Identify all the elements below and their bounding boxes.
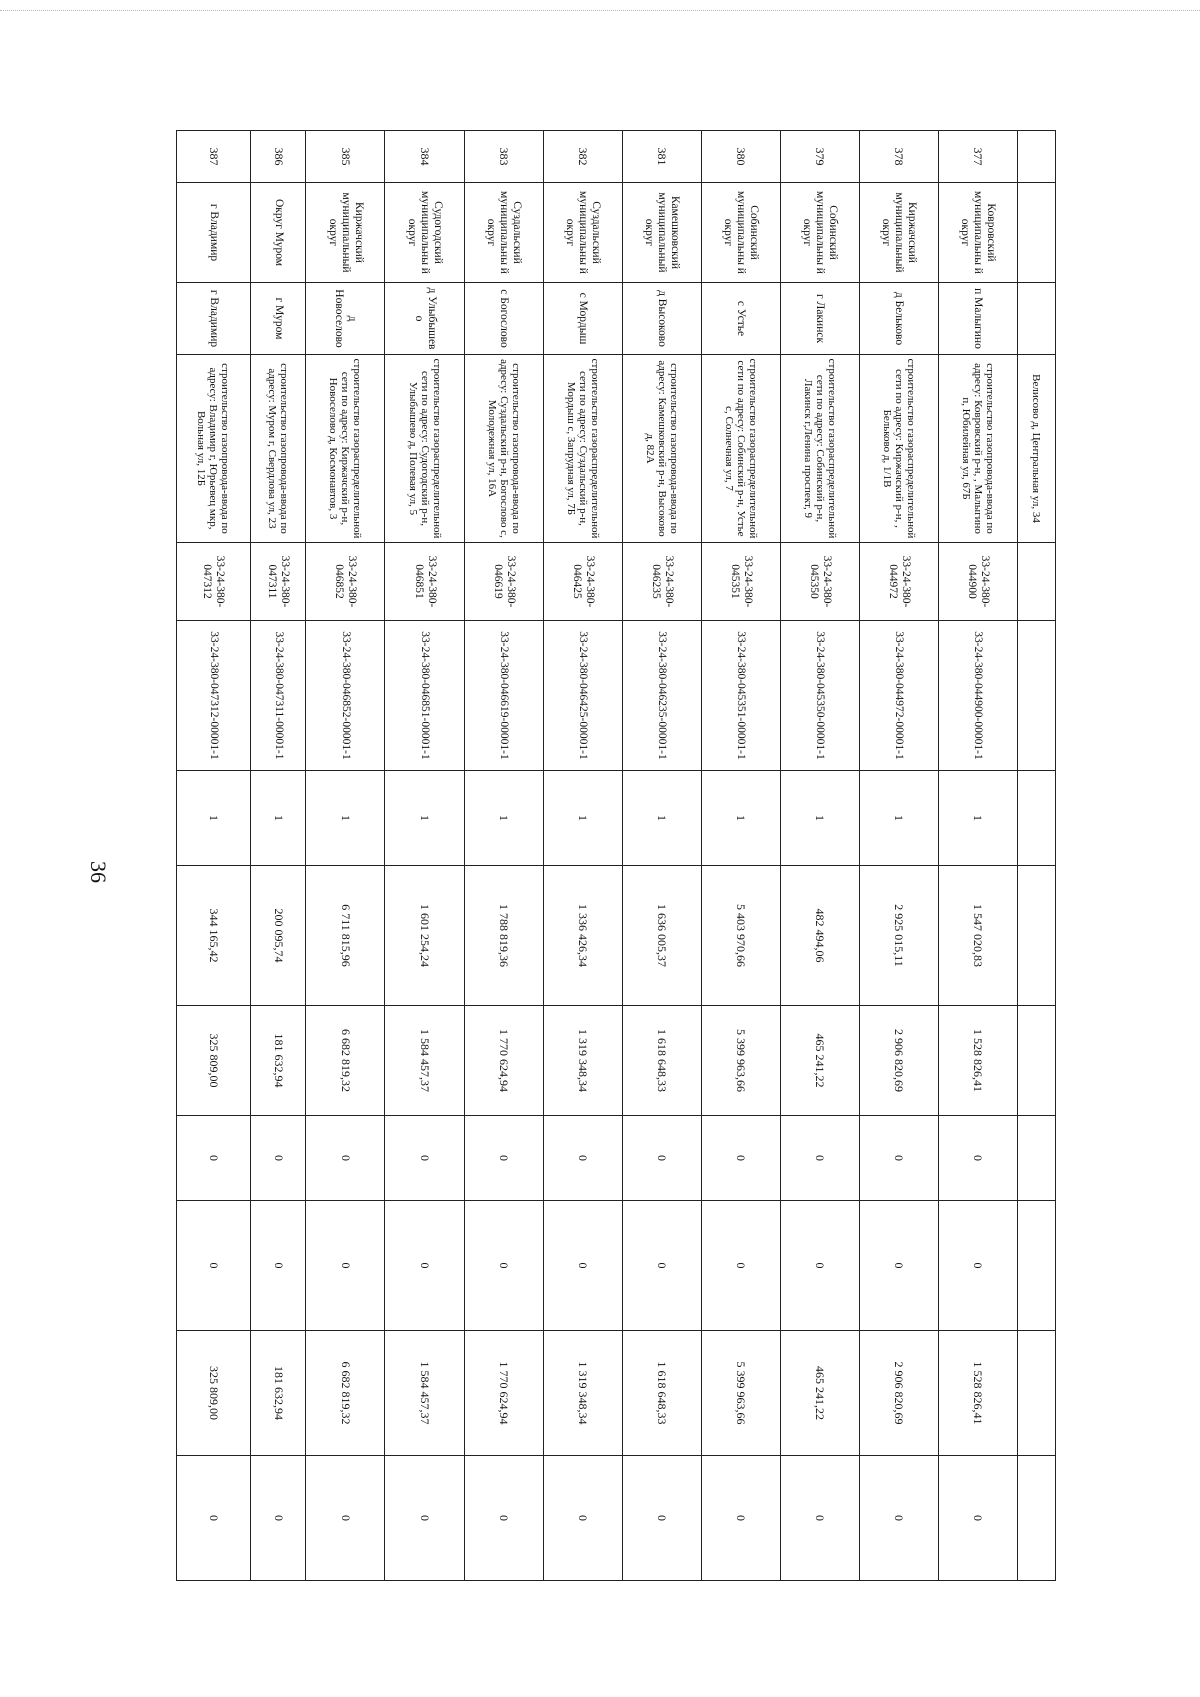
value-5-cell: 181 632,94: [250, 1331, 306, 1456]
value-4-cell: 0: [859, 1201, 938, 1331]
object-description-cell: строительство газопровода-ввода по адресу: Ковровский р-н, , Малыгино п, Юбилейная ул, 67Б: [938, 355, 1017, 543]
value-2-cell: 1 319 348,34: [543, 1006, 622, 1116]
object-id-cell: 33-24-380-047311-00001-1: [250, 621, 306, 771]
table-row: [938, 131, 1017, 1581]
value-2-cell: 465 241,22: [780, 1006, 859, 1116]
value-1-cell: 1 601 254,24: [385, 866, 464, 1006]
cell-empty: [1018, 1456, 1056, 1581]
cell-empty: [1018, 1006, 1056, 1116]
scan-artifact-line: [0, 10, 1200, 11]
value-2-cell: 181 632,94: [250, 1006, 306, 1116]
cell-empty: [1018, 1116, 1056, 1201]
table-row: [780, 131, 859, 1581]
header-continuation-row: [1018, 131, 1056, 1581]
value-2-cell: 1 528 826,41: [938, 1006, 1017, 1116]
object-code-cell: 33-24-380-045350: [780, 543, 859, 621]
value-3-cell: 0: [701, 1116, 780, 1201]
count-cell: 1: [464, 771, 543, 866]
object-description-cell: строительство газораспределительной сети по адресу: Киржачский р-н, Новоселово д, Космонавтов, 3: [306, 355, 385, 543]
value-6-cell: 0: [250, 1456, 306, 1581]
locality-cell: г Муром: [250, 283, 306, 355]
object-description-cell: строительство газораспределительной сети по адресу: Киржачский р-н, , Бельково д, 1/1В: [859, 355, 938, 543]
cell-empty: [1018, 1201, 1056, 1331]
locality-cell: с Богослово: [464, 283, 543, 355]
locality-cell: с Мордыш: [543, 283, 622, 355]
row-number: 378: [859, 131, 938, 183]
value-2-cell: 1 584 457,37: [385, 1006, 464, 1116]
value-2-cell: 5 399 963,66: [701, 1006, 780, 1116]
cell-empty: [1018, 621, 1056, 771]
cell-empty: [1018, 131, 1056, 183]
municipality-cell: Собинский муниципальны й округ: [780, 183, 859, 283]
object-description-cell: строительство газопровода-ввода по адресу: Владимир г, Юрьевец мкр, Вольная ул, 12Б: [177, 355, 251, 543]
value-4-cell: 0: [701, 1201, 780, 1331]
value-3-cell: 0: [250, 1116, 306, 1201]
municipality-cell: Собинский муниципальны й округ: [701, 183, 780, 283]
value-4-cell: 0: [622, 1201, 701, 1331]
value-1-cell: 6 711 815,96: [306, 866, 385, 1006]
value-1-cell: 1 547 020,83: [938, 866, 1017, 1006]
municipality-cell: Киржачский муниципальный округ: [859, 183, 938, 283]
value-5-cell: 325 809,00: [177, 1331, 251, 1456]
value-3-cell: 0: [177, 1116, 251, 1201]
value-3-cell: 0: [859, 1116, 938, 1201]
value-5-cell: 1 618 648,33: [622, 1331, 701, 1456]
value-4-cell: 0: [306, 1201, 385, 1331]
value-5-cell: 1 770 624,94: [464, 1331, 543, 1456]
value-1-cell: 482 494,06: [780, 866, 859, 1006]
municipality-cell: Суздальский муниципальны й округ: [543, 183, 622, 283]
object-code-cell: 33-24-380-046619: [464, 543, 543, 621]
value-6-cell: 0: [622, 1456, 701, 1581]
object-description-cell: строительство газораспределительной сети по адресу: Суздальский р-н, Мордыш с, Запрудная ул, 7Б: [543, 355, 622, 543]
municipality-cell: Киржачский муниципальный округ: [306, 183, 385, 283]
table-row: [859, 131, 938, 1581]
count-cell: 1: [306, 771, 385, 866]
municipality-cell: Округ Муром: [250, 183, 306, 283]
object-id-cell: 33-24-380-046851-00001-1: [385, 621, 464, 771]
cell-empty: [1018, 183, 1056, 283]
value-5-cell: 1 584 457,37: [385, 1331, 464, 1456]
object-code-cell: 33-24-380-046852: [306, 543, 385, 621]
object-id-cell: 33-24-380-044972-00001-1: [859, 621, 938, 771]
row-number: 382: [543, 131, 622, 183]
address-continuation: Велисово д, Центральная ул, 34: [1018, 355, 1056, 543]
table-row: [306, 131, 385, 1581]
row-number: 384: [385, 131, 464, 183]
value-3-cell: 0: [543, 1116, 622, 1201]
registry-table: [176, 130, 1056, 1581]
count-cell: 1: [938, 771, 1017, 866]
value-6-cell: 0: [859, 1456, 938, 1581]
row-number: 387: [177, 131, 251, 183]
table-row: [177, 131, 251, 1581]
value-6-cell: 0: [938, 1456, 1017, 1581]
count-cell: 1: [859, 771, 938, 866]
value-2-cell: 2 906 820,69: [859, 1006, 938, 1116]
count-cell: 1: [701, 771, 780, 866]
object-id-cell: 33-24-380-046619-00001-1: [464, 621, 543, 771]
municipality-cell: Камешковский муниципальный округ: [622, 183, 701, 283]
value-6-cell: 0: [543, 1456, 622, 1581]
object-description-cell: строительство газораспределительной сети по адресу: Собинский р-н, Лакинск г,Ленина проспект, 9: [780, 355, 859, 543]
row-number: 385: [306, 131, 385, 183]
object-code-cell: 33-24-380-046851: [385, 543, 464, 621]
value-6-cell: 0: [177, 1456, 251, 1581]
object-description-cell: строительство газораспределительной сети по адресу: Судогодский р-н, Улыбышево д, Полевая ул, 5: [385, 355, 464, 543]
value-3-cell: 0: [780, 1116, 859, 1201]
value-4-cell: 0: [938, 1201, 1017, 1331]
locality-cell: д Улыбышев о: [385, 283, 464, 355]
value-6-cell: 0: [780, 1456, 859, 1581]
value-3-cell: 0: [938, 1116, 1017, 1201]
count-cell: 1: [385, 771, 464, 866]
value-6-cell: 0: [464, 1456, 543, 1581]
value-1-cell: 2 925 015,11: [859, 866, 938, 1006]
table-row: [701, 131, 780, 1581]
value-2-cell: 6 682 819,32: [306, 1006, 385, 1116]
table-row: [622, 131, 701, 1581]
object-id-cell: 33-24-380-044900-00001-1: [938, 621, 1017, 771]
object-code-cell: 33-24-380-047312: [177, 543, 251, 621]
count-cell: 1: [622, 771, 701, 866]
count-cell: 1: [780, 771, 859, 866]
value-5-cell: 6 682 819,32: [306, 1331, 385, 1456]
value-6-cell: 0: [701, 1456, 780, 1581]
cell-empty: [1018, 771, 1056, 866]
value-1-cell: 5 403 970,66: [701, 866, 780, 1006]
cell-empty: [1018, 543, 1056, 621]
value-4-cell: 0: [780, 1201, 859, 1331]
value-2-cell: 325 809,00: [177, 1006, 251, 1116]
value-5-cell: 2 906 820,69: [859, 1331, 938, 1456]
object-id-cell: 33-24-380-047312-00001-1: [177, 621, 251, 771]
municipality-cell: Ковровский муниципальны й округ: [938, 183, 1017, 283]
row-number: 386: [250, 131, 306, 183]
object-code-cell: 33-24-380-046235: [622, 543, 701, 621]
value-1-cell: 1 788 819,36: [464, 866, 543, 1006]
page-number: 36: [86, 861, 111, 883]
object-code-cell: 33-24-380-045351: [701, 543, 780, 621]
row-number: 379: [780, 131, 859, 183]
object-code-cell: 33-24-380-044972: [859, 543, 938, 621]
object-code-cell: 33-24-380-044900: [938, 543, 1017, 621]
value-1-cell: 200 095,74: [250, 866, 306, 1006]
object-description-cell: строительство газораспределительной сети по адресу: Собинский р-н, Устье с, Солнечная ул, 7: [701, 355, 780, 543]
value-6-cell: 0: [306, 1456, 385, 1581]
row-number: 380: [701, 131, 780, 183]
object-id-cell: 33-24-380-046852-00001-1: [306, 621, 385, 771]
row-number: 381: [622, 131, 701, 183]
object-description-cell: строительство газопровода-ввода по адресу: Суздальский р-н, Богослово с, Молодежная ул, 16А: [464, 355, 543, 543]
locality-cell: г Владимир: [177, 283, 251, 355]
municipality-cell: г Владимир: [177, 183, 251, 283]
cell-empty: [1018, 1331, 1056, 1456]
value-3-cell: 0: [306, 1116, 385, 1201]
value-4-cell: 0: [250, 1201, 306, 1331]
object-description-cell: строительство газопровода-ввода по адресу: Муром г, Свердлова ул, 23: [250, 355, 306, 543]
value-6-cell: 0: [385, 1456, 464, 1581]
table-row: [385, 131, 464, 1581]
object-id-cell: 33-24-380-045350-00001-1: [780, 621, 859, 771]
table-row: [464, 131, 543, 1581]
value-4-cell: 0: [543, 1201, 622, 1331]
municipality-cell: Суздальский муниципальны й округ: [464, 183, 543, 283]
locality-cell: д Бельково: [859, 283, 938, 355]
value-1-cell: 344 165,42: [177, 866, 251, 1006]
object-code-cell: 33-24-380-046425: [543, 543, 622, 621]
locality-cell: д Новоселово: [306, 283, 385, 355]
table-row: [250, 131, 306, 1581]
value-4-cell: 0: [177, 1201, 251, 1331]
cell-empty: [1018, 866, 1056, 1006]
object-code-cell: 33-24-380-047311: [250, 543, 306, 621]
value-3-cell: 0: [622, 1116, 701, 1201]
table-row: [543, 131, 622, 1581]
value-3-cell: 0: [385, 1116, 464, 1201]
count-cell: 1: [177, 771, 251, 866]
object-id-cell: 33-24-380-045351-00001-1: [701, 621, 780, 771]
value-3-cell: 0: [464, 1116, 543, 1201]
count-cell: 1: [250, 771, 306, 866]
value-1-cell: 1 336 426,34: [543, 866, 622, 1006]
value-4-cell: 0: [385, 1201, 464, 1331]
locality-cell: г Лакинск: [780, 283, 859, 355]
value-2-cell: 1 770 624,94: [464, 1006, 543, 1116]
row-number: 377: [938, 131, 1017, 183]
locality-cell: д Высоково: [622, 283, 701, 355]
municipality-cell: Судогодский муниципальны й округ: [385, 183, 464, 283]
value-1-cell: 1 636 005,37: [622, 866, 701, 1006]
value-5-cell: 1 528 826,41: [938, 1331, 1017, 1456]
value-5-cell: 465 241,22: [780, 1331, 859, 1456]
value-4-cell: 0: [464, 1201, 543, 1331]
count-cell: 1: [543, 771, 622, 866]
value-5-cell: 5 399 963,66: [701, 1331, 780, 1456]
object-id-cell: 33-24-380-046235-00001-1: [622, 621, 701, 771]
rotated-table-container: [176, 130, 1056, 1580]
cell-empty: [1018, 283, 1056, 355]
object-id-cell: 33-24-380-046425-00001-1: [543, 621, 622, 771]
locality-cell: п Малыгино: [938, 283, 1017, 355]
locality-cell: с Устье: [701, 283, 780, 355]
value-2-cell: 1 618 648,33: [622, 1006, 701, 1116]
row-number: 383: [464, 131, 543, 183]
object-description-cell: строительство газопровода-ввода по адресу: Камешковский р-н, Высоково д, 82А: [622, 355, 701, 543]
value-5-cell: 1 319 348,34: [543, 1331, 622, 1456]
